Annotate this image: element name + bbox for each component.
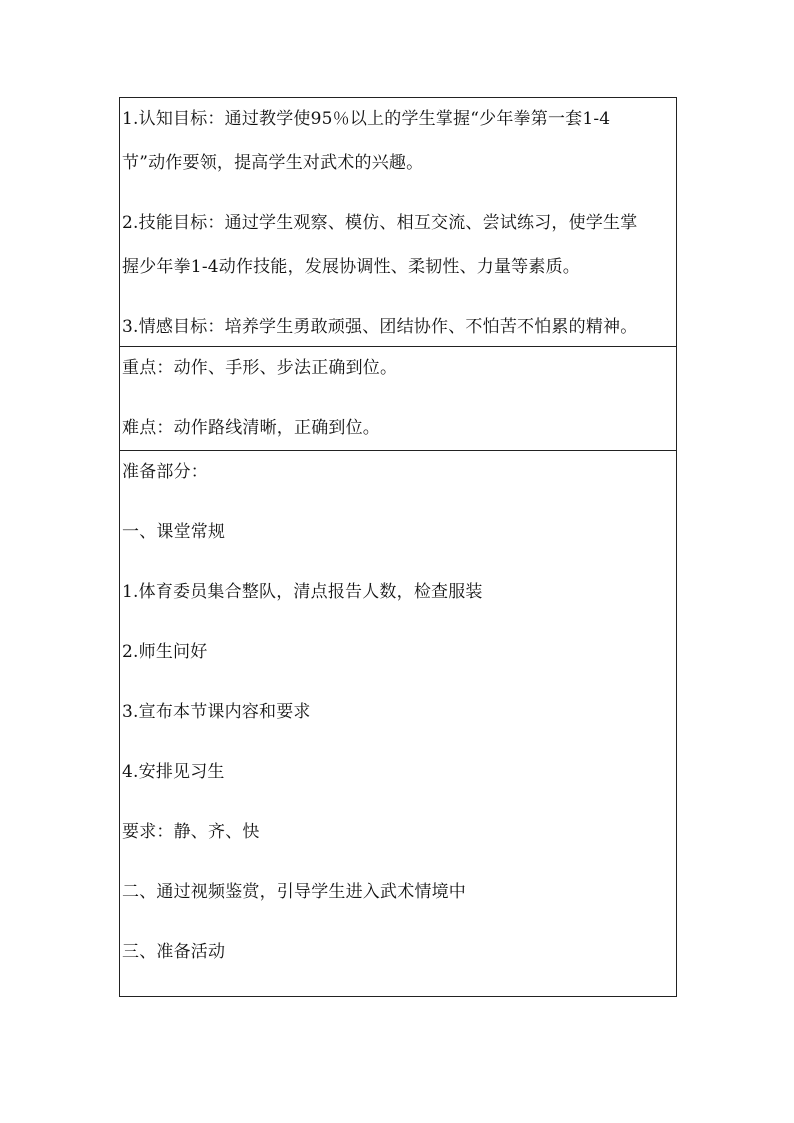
preparation-heading: 准备部分： <box>122 462 208 482</box>
objective-cognitive-line-2: 节”动作要领，提高学生对武术的兴趣。 <box>122 153 424 173</box>
difficult-point-line: 难点：动作路线清晰，正确到位。 <box>122 418 380 438</box>
preparation-item-1: 1.体育委员集合整队，清点报告人数，检查服装 <box>122 582 483 602</box>
objective-affective-line: 3.情感目标：培养学生勇敢顽强、团结协作、不怕苦不怕累的精神。 <box>122 317 638 337</box>
objectives-cell <box>120 98 676 346</box>
objective-skill-line-2: 握少年拳1-4动作技能，发展协调性、柔韧性、力量等素质。 <box>122 257 580 277</box>
key-point-line: 重点：动作、手形、步法正确到位。 <box>122 358 398 378</box>
preparation-item-3: 3.宣布本节课内容和要求 <box>122 702 311 722</box>
preparation-item-warmup: 三、准备活动 <box>122 942 226 962</box>
preparation-item-4: 4.安排见习生 <box>122 762 225 782</box>
objective-cognitive-line-1: 1.认知目标：通过教学使95％以上的学生掌握“少年拳第一套1-4 <box>122 109 611 129</box>
preparation-item-routine: 一、课堂常规 <box>122 522 226 542</box>
preparation-requirement: 要求：静、齐、快 <box>122 822 260 842</box>
key-points-cell <box>120 346 676 450</box>
lesson-plan-table <box>119 97 677 997</box>
preparation-cell <box>120 450 676 996</box>
preparation-item-2: 2.师生问好 <box>122 642 208 662</box>
objective-skill-line-1: 2.技能目标：通过学生观察、模仿、相互交流、尝试练习，使学生掌 <box>122 213 638 233</box>
preparation-item-video: 二、通过视频鉴赏，引导学生进入武术情境中 <box>122 882 466 902</box>
